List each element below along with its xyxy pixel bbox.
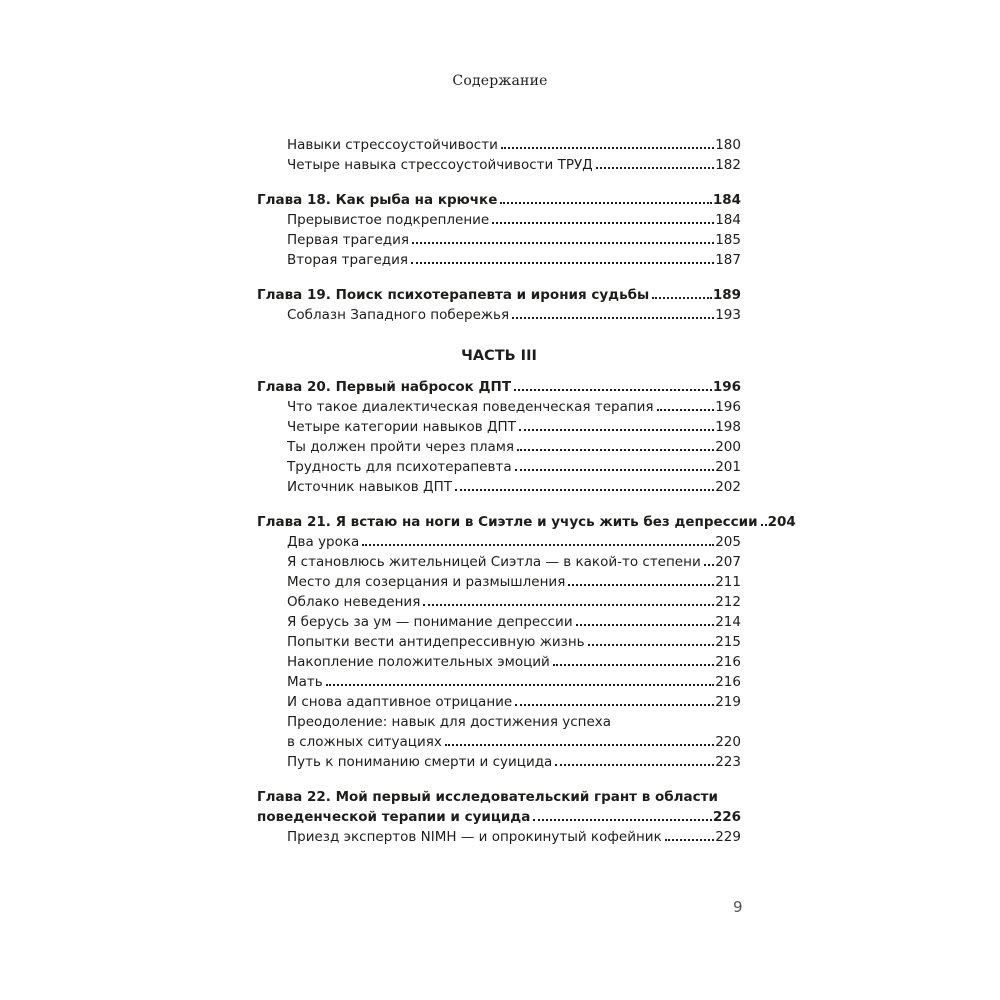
toc-entry[interactable] [257, 550, 741, 570]
dot-leader [555, 764, 714, 766]
dot-leader [514, 389, 712, 391]
dot-leader [455, 489, 714, 491]
dot-leader [553, 664, 714, 666]
toc-entry-title: Трудность для психотерапевта [287, 459, 512, 475]
toc-entry[interactable] [257, 750, 741, 770]
chapter-title: Глава 18. Как рыба на крючке [257, 192, 498, 208]
toc-chapter-22[interactable] [257, 805, 741, 825]
dot-leader [517, 449, 714, 451]
toc-entry[interactable] [257, 590, 741, 610]
part-heading: ЧАСТЬ III [461, 348, 537, 364]
toc-chapter-21[interactable] [257, 510, 796, 530]
toc-entry-page: 182 [715, 157, 741, 173]
toc-entry[interactable] [257, 455, 741, 475]
running-head: Содержание [452, 73, 548, 89]
dot-leader [492, 222, 714, 224]
dot-leader [576, 624, 715, 626]
dot-leader [500, 202, 711, 204]
dot-leader [519, 429, 714, 431]
dot-leader [445, 744, 714, 746]
toc-entry-title: Облако неведения [287, 594, 421, 610]
toc-entry-title: Место для созерцания и размышления [287, 574, 566, 590]
chapter-page: 204 [767, 514, 796, 530]
dot-leader [512, 317, 714, 319]
toc-entry-title: Приезд экспертов NIMH — и опрокинутый кофейник [287, 829, 662, 845]
dot-leader [533, 819, 712, 821]
table-of-contents [257, 133, 796, 845]
dot-leader [588, 644, 715, 646]
dot-leader [568, 584, 714, 586]
chapter-page: 226 [712, 809, 741, 825]
toc-entry-title: Накопление положительных эмоций [287, 654, 550, 670]
toc-entry-page: 216 [715, 654, 741, 670]
toc-entry-page: 180 [715, 137, 741, 153]
toc-entry-title: Четыре навыка стрессоустойчивости ТРУД [287, 157, 593, 173]
dot-leader [657, 409, 715, 411]
toc-entry-title: Я берусь за ум — понимание депрессии [287, 614, 573, 630]
chapter-page: 189 [712, 287, 741, 303]
dot-leader [704, 564, 715, 566]
toc-entry-title: Ты должен пройти через пламя [287, 439, 515, 455]
dot-leader [761, 524, 767, 526]
dot-leader [652, 297, 712, 299]
toc-entry-title: Попытки вести антидепрессивную жизнь [287, 634, 585, 650]
toc-entry-title: Путь к пониманию смерти и суицида [287, 754, 553, 770]
chapter-page: 184 [712, 192, 741, 208]
toc-entry-title: Первая трагедия [287, 232, 410, 248]
toc-entry-title-line2: в сложных ситуациях [287, 734, 442, 750]
toc-entry-page: 212 [715, 594, 741, 610]
toc-entry-title: Соблазн Западного побережья [287, 307, 510, 323]
toc-entry[interactable] [257, 133, 741, 153]
toc-entry-page: 216 [715, 674, 741, 690]
toc-entry-title: Вторая трагедия [287, 252, 408, 268]
toc-entry-title: Я становлюсь жительницей Сиэтла — в какой-то степени [287, 554, 701, 570]
dot-leader [596, 167, 714, 169]
toc-entry-page: 196 [715, 399, 741, 415]
page-number: 9 [733, 898, 743, 916]
toc-entry[interactable] [257, 153, 741, 173]
toc-entry-page: 220 [715, 734, 741, 750]
toc-entry-page: 200 [715, 439, 741, 455]
toc-entry[interactable] [257, 670, 741, 690]
toc-entry-page: 215 [715, 634, 741, 650]
toc-entry-title: И снова адаптивное отрицание [287, 694, 513, 710]
toc-chapter-20[interactable] [257, 375, 741, 395]
toc-chapter-19[interactable] [257, 283, 741, 303]
toc-entry-page: 184 [715, 212, 741, 228]
toc-entry[interactable] [257, 825, 741, 845]
toc-entry[interactable] [257, 730, 741, 750]
chapter-title: Глава 21. Я встаю на ноги в Сиэтле и учусь жить без депрессии [257, 514, 758, 530]
dot-leader [412, 242, 714, 244]
dot-leader [326, 684, 714, 686]
toc-entry-page: 205 [715, 534, 741, 550]
dot-leader [423, 604, 714, 606]
toc-entry[interactable] [257, 395, 741, 415]
toc-entry-page: 219 [715, 694, 741, 710]
toc-entry-title-line1[interactable]: Преодоление: навык для достижения успеха [287, 714, 612, 730]
toc-entry-page: 229 [715, 829, 741, 845]
toc-entry[interactable] [257, 690, 741, 710]
toc-entry[interactable] [257, 208, 741, 228]
toc-entry-title: Четыре категории навыков ДПТ [287, 419, 516, 435]
toc-entry[interactable] [257, 530, 741, 550]
toc-entry[interactable] [257, 630, 741, 650]
dot-leader [362, 544, 714, 546]
toc-entry-title: Два урока [287, 534, 360, 550]
chapter-title: Глава 19. Поиск психотерапевта и ирония судьбы [257, 287, 650, 303]
toc-entry[interactable] [257, 435, 741, 455]
dot-leader [665, 839, 714, 841]
toc-entry-page: 193 [715, 307, 741, 323]
chapter-title-line2: поведенческой терапии и суицида [257, 809, 531, 825]
toc-entry[interactable] [257, 610, 741, 630]
chapter-title: Глава 20. Первый набросок ДПТ [257, 379, 512, 395]
toc-entry-title: Мать [287, 674, 323, 690]
toc-entry[interactable] [257, 228, 741, 248]
toc-entry[interactable] [257, 248, 741, 268]
toc-entry-title: Навыки стрессоустойчивости [287, 137, 498, 153]
toc-entry-page: 198 [715, 419, 741, 435]
chapter-22-title-line1[interactable]: Глава 22. Мой первый исследовательский грант в области [257, 789, 718, 805]
dot-leader [501, 147, 714, 149]
toc-entry-page: 201 [715, 459, 741, 475]
toc-entry[interactable] [257, 650, 741, 670]
toc-entry-title: Прерывистое подкрепление [287, 212, 490, 228]
toc-entry-page: 211 [715, 574, 741, 590]
dot-leader [515, 469, 715, 471]
chapter-page: 196 [712, 379, 741, 395]
toc-entry[interactable] [257, 475, 741, 495]
toc-entry-page: 223 [715, 754, 741, 770]
toc-entry[interactable] [257, 570, 741, 590]
toc-entry-page: 185 [715, 232, 741, 248]
toc-entry[interactable] [257, 303, 741, 323]
toc-entry-title: Источник навыков ДПТ [287, 479, 452, 495]
toc-entry-page: 207 [715, 554, 741, 570]
toc-entry-title: Что такое диалектическая поведенческая терапия [287, 399, 654, 415]
toc-entry-page: 214 [715, 614, 741, 630]
toc-entry-page: 187 [715, 252, 741, 268]
dot-leader [411, 262, 714, 264]
toc-entry-page: 202 [715, 479, 741, 495]
toc-chapter-18[interactable] [257, 188, 741, 208]
dot-leader [515, 704, 714, 706]
toc-entry[interactable] [257, 415, 741, 435]
